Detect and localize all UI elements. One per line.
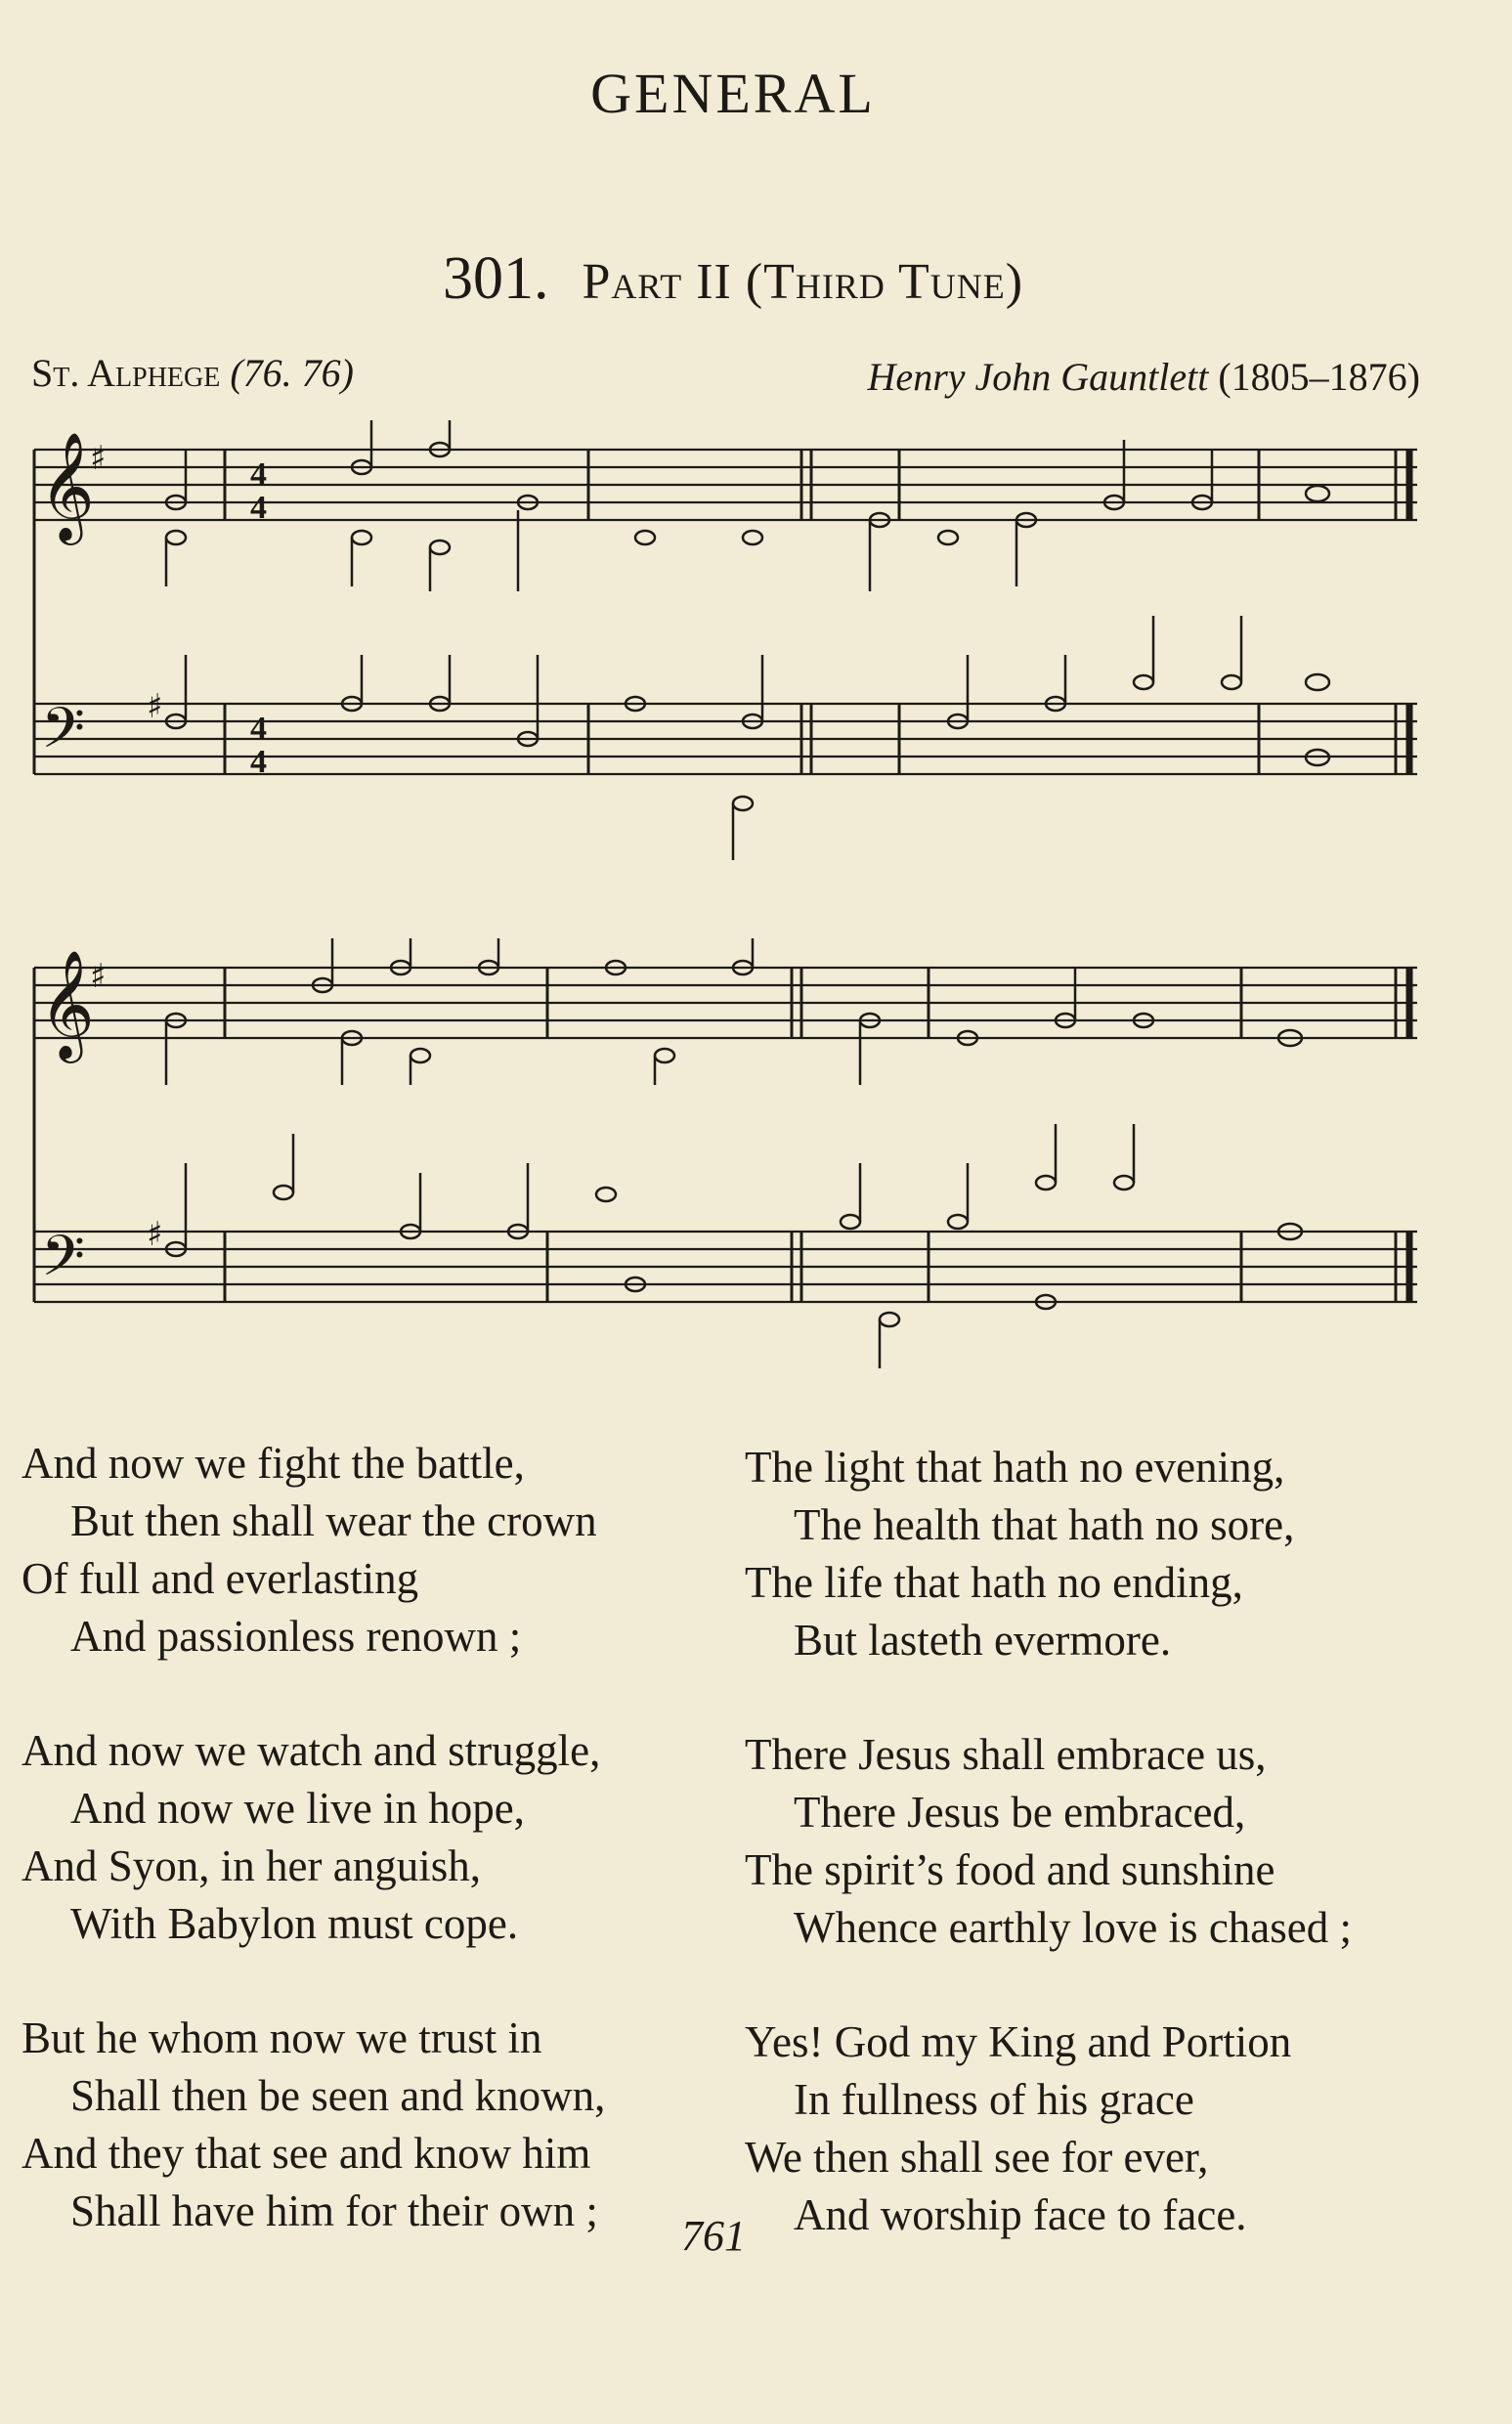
section-title: GENERAL (590, 62, 876, 125)
svg-text:𝄢: 𝄢 (41, 695, 86, 775)
svg-text:4: 4 (250, 490, 267, 526)
verse-line: But then shall wear the crown (70, 1496, 597, 1545)
verse-line: The health that hath no sore, (794, 1500, 1295, 1549)
verse-line: And worship face to face. (794, 2190, 1247, 2239)
verse-line: And now we watch and struggle, (22, 1726, 601, 1775)
svg-text:𝄞: 𝄞 (39, 431, 95, 541)
verse-line: And passionless renown ; (70, 1612, 522, 1661)
svg-text:♯: ♯ (90, 439, 107, 478)
verse-line: Shall then be seen and known, (70, 2071, 606, 2120)
verse-line: We then shall see for ever, (745, 2133, 1209, 2182)
verse-line: Whence earthly love is chased ; (794, 1903, 1353, 1952)
verse-line: Of full and everlasting (22, 1554, 419, 1603)
verses-right (745, 1439, 1352, 2301)
verse-line: In fullness of his grace (794, 2075, 1194, 2124)
hymn-part: Part II (Third Tune) (582, 254, 1024, 310)
verses-left (22, 1435, 605, 2297)
composer-line (868, 354, 1420, 400)
verse-5 (745, 1726, 1352, 1957)
tune-name-line (31, 350, 354, 396)
svg-text:♯: ♯ (90, 957, 107, 996)
verse-line: And now we fight the battle, (22, 1439, 525, 1488)
hymn-heading (0, 244, 1466, 314)
svg-text:𝄢: 𝄢 (41, 1223, 86, 1303)
hymn-number: 301. (442, 245, 549, 312)
svg-text:4: 4 (250, 456, 267, 493)
verse-2 (22, 1722, 605, 1953)
verse-line: But lasteth evermore. (794, 1616, 1172, 1665)
music-notation-2 (29, 938, 1427, 1368)
composer-name: Henry John Gauntlett (867, 355, 1209, 399)
verse-6 (745, 2013, 1352, 2244)
verse-line: And now we live in hope, (70, 1784, 525, 1833)
verse-3 (22, 2010, 605, 2240)
verse-4 (745, 1439, 1352, 1669)
music-system-1 (29, 420, 1427, 860)
verse-line: With Babylon must cope. (70, 1899, 519, 1948)
svg-text:♯: ♯ (147, 1215, 163, 1254)
svg-text:4: 4 (250, 744, 267, 780)
verse-line: The light that hath no evening, (745, 1443, 1285, 1492)
svg-text:♯: ♯ (147, 687, 163, 726)
svg-text:4: 4 (250, 711, 267, 747)
verse-line: And they that see and know him (22, 2129, 591, 2178)
tune-name: St. Alphege (31, 351, 221, 395)
verse-line: Shall have him for their own ; (70, 2186, 598, 2235)
music-notation-1 (29, 420, 1427, 860)
svg-text:𝄞: 𝄞 (39, 949, 95, 1059)
verse-line: There Jesus shall embrace us, (745, 1730, 1267, 1779)
verse-1 (22, 1435, 605, 1666)
verse-line: But he whom now we trust in (22, 2013, 542, 2062)
verse-line: The life that hath no ending, (745, 1558, 1243, 1607)
tune-meter: (76. 76) (230, 351, 354, 395)
verse-line: Yes! God my King and Portion (745, 2017, 1292, 2066)
verse-line: And Syon, in her anguish, (22, 1841, 481, 1890)
page-number: 761 (681, 2212, 746, 2260)
verse-line: There Jesus be embraced, (794, 1788, 1246, 1837)
verse-line: The spirit’s food and sunshine (745, 1845, 1275, 1894)
music-system-2 (29, 938, 1427, 1368)
composer-dates: (1805–1876) (1218, 355, 1420, 399)
